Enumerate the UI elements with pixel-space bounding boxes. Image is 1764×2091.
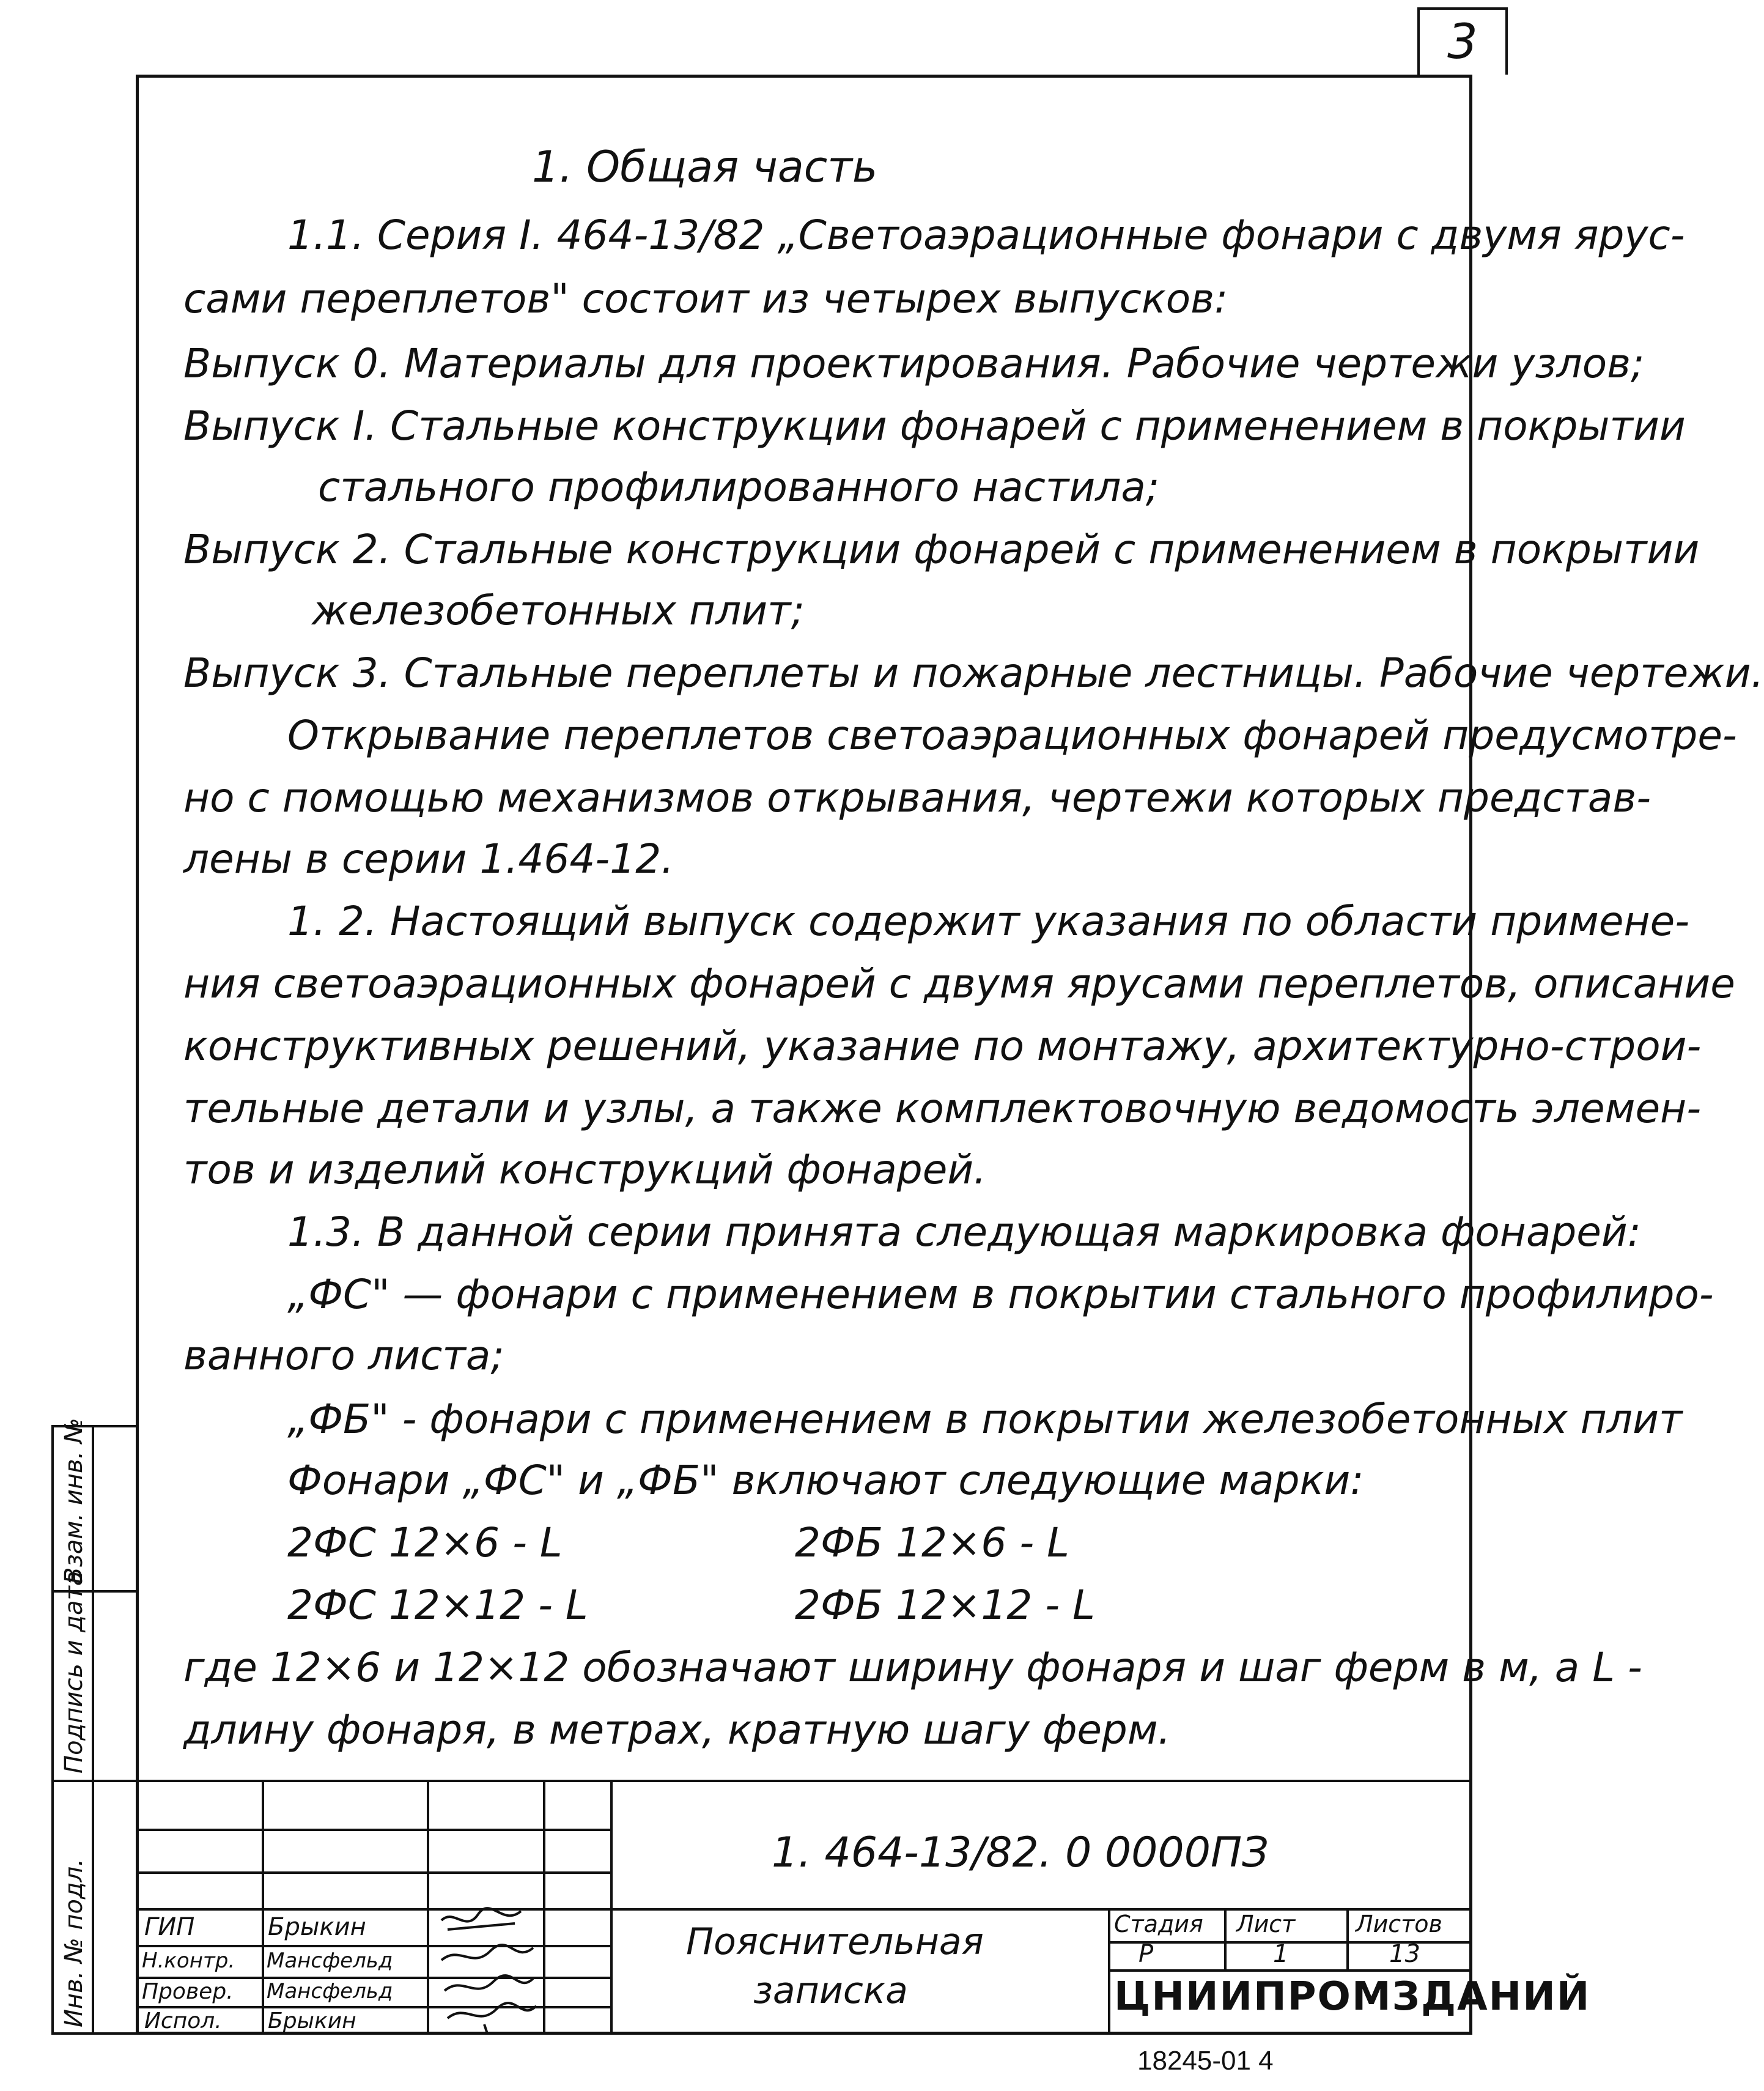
role-nkontr: Н.контр.: [142, 1949, 235, 1973]
text-line-21: где 12×6 и 12×12 обозначают ширину фонаря и шаг ферм в м, а L -: [183, 1644, 1642, 1691]
text-line-13: конструктивных решений, указание по монтажу, архитектурно-строи-: [183, 1023, 1702, 1070]
side-label-inv: Инв. № подл.: [60, 1859, 88, 2027]
stage-value: Р: [1138, 1940, 1154, 1968]
signature-scribbles: [429, 1902, 552, 2035]
text-line-1b: сами переплетов" состоит из четырех выпусков:: [183, 275, 1228, 322]
text-line-6: железобетонных плит;: [312, 587, 805, 634]
text-line-1a: 1.1. Серия I. 464-13/82 „Светоаэрационные фонари с двумя ярус-: [287, 212, 1685, 259]
sheets-value: 13: [1389, 1940, 1420, 1968]
organization: ЦНИИПРОМЗДАНИЙ: [1114, 1974, 1591, 2019]
mark-fs-12x12: 2ФС 12×12 - L: [287, 1582, 588, 1629]
role-ispol: Испол.: [144, 2008, 222, 2034]
role-gip: ГИП: [144, 1913, 195, 1941]
name-gip: Брыкин: [268, 1913, 366, 1941]
doc-title-line-1: Пояснительная: [686, 1920, 984, 1963]
text-line-3: Выпуск I. Стальные конструкции фонарей с применением в покрытии: [183, 402, 1686, 450]
name-prover: Мансфельд: [267, 1979, 393, 2004]
side-label-podpis: Подпись и дата: [60, 1571, 88, 1774]
text-line-8: Открывание переплетов светоаэрационных фонарей предусмотре-: [287, 712, 1737, 759]
text-line-18: ванного листа;: [183, 1332, 504, 1379]
mark-fb-12x12: 2ФБ 12×12 - L: [795, 1582, 1095, 1629]
text-line-22: длину фонаря, в метрах, кратную шагу ферм.: [183, 1706, 1171, 1753]
name-ispol: Брыкин: [268, 2008, 356, 2034]
text-line-7: Выпуск 3. Стальные переплеты и пожарные лестницы. Рабочие чертежи.: [183, 650, 1764, 697]
doc-title-line-2: записка: [753, 1969, 908, 2012]
text-line-10: лены в серии 1.464-12.: [183, 835, 674, 883]
mark-fb-12x6: 2ФБ 12×6 - L: [795, 1519, 1069, 1566]
page-number-box: [1417, 7, 1508, 75]
title-block: [136, 1780, 1591, 2035]
text-line-11: 1. 2. Настоящий выпуск содержит указания по области примене-: [287, 898, 1690, 945]
role-prover: Провер.: [142, 1979, 234, 2004]
section-heading: 1. Общая часть: [532, 142, 878, 192]
side-stamp-strip: [51, 1418, 136, 2035]
text-line-2: Выпуск 0. Материалы для проектирования. Рабочие чертежи узлов;: [183, 340, 1645, 387]
footer-archive-code: 18245-01 4: [1137, 2046, 1274, 2076]
sheet-label: Лист: [1236, 1911, 1296, 1937]
page-number: 3: [1447, 15, 1478, 70]
text-line-14: тельные детали и узлы, а также комплектовочную ведомость элемен-: [183, 1085, 1702, 1132]
text-line-12: ния светоаэрационных фонарей с двумя ярусами переплетов, описание: [183, 960, 1735, 1007]
side-label-vzam: Взам. инв. №: [60, 1418, 88, 1584]
sheet-value: 1: [1273, 1940, 1289, 1968]
text-line-5: Выпуск 2. Стальные конструкции фонарей с применением в покрытии: [183, 526, 1700, 573]
sheets-label: Листов: [1356, 1911, 1442, 1937]
text-line-16: 1.3. В данной серии принята следующая маркировка фонарей:: [287, 1208, 1642, 1256]
mark-fs-12x6: 2ФС 12×6 - L: [287, 1519, 563, 1566]
name-nkontr: Мансфельд: [267, 1949, 393, 1973]
document-code: 1. 464-13/82. 0 0000ПЗ: [772, 1829, 1269, 1877]
text-line-19: „ФБ" - фонари с применением в покрытии железобетонных плит: [287, 1396, 1683, 1443]
text-line-20: Фонари „ФС" и „ФБ" включают следующие марки:: [287, 1457, 1364, 1504]
text-line-4: стального профилированного настила;: [318, 464, 1160, 511]
text-line-9: но с помощью механизмов открывания, чертежи которых представ-: [183, 774, 1651, 821]
stage-label: Стадия: [1114, 1911, 1203, 1937]
text-line-17: „ФС" — фонари с применением в покрытии стального профилиро-: [287, 1271, 1714, 1318]
text-line-15: тов и изделий конструкций фонарей.: [183, 1146, 987, 1193]
